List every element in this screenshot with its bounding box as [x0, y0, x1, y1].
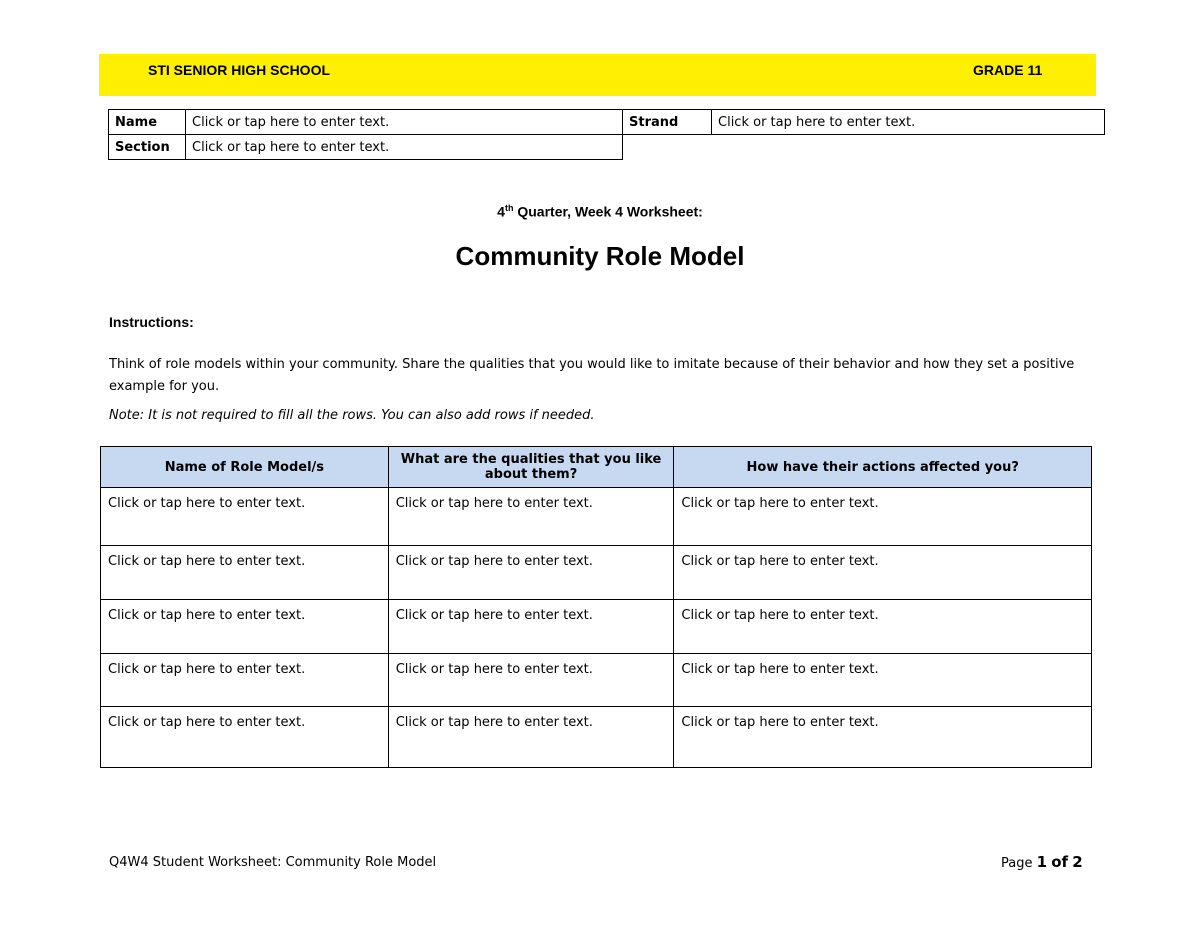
- page-of: of: [1051, 853, 1069, 871]
- qualities-cell[interactable]: Click or tap here to enter text.: [388, 707, 674, 768]
- grade-level: GRADE 11: [973, 62, 1043, 78]
- section-label: Section: [109, 135, 186, 160]
- page-label: Page: [1001, 856, 1033, 871]
- actions-effect-cell[interactable]: Click or tap here to enter text.: [674, 707, 1092, 768]
- footer-doc-title: Q4W4 Student Worksheet: Community Role Model: [109, 855, 437, 870]
- role-model-name-cell[interactable]: Click or tap here to enter text.: [101, 546, 389, 600]
- quarter-text: Quarter, Week 4 Worksheet:: [513, 203, 703, 220]
- actions-effect-cell[interactable]: Click or tap here to enter text.: [674, 600, 1092, 654]
- student-info-table: [108, 109, 1105, 160]
- name-label: Name: [109, 110, 186, 135]
- actions-effect-cell[interactable]: Click or tap here to enter text.: [674, 488, 1092, 546]
- info-row-name: [109, 110, 1105, 135]
- header-qualities: What are the qualities that you like about them?: [388, 447, 674, 488]
- actions-effect-cell[interactable]: Click or tap here to enter text.: [674, 546, 1092, 600]
- page-total: 2: [1072, 853, 1083, 871]
- qualities-cell[interactable]: Click or tap here to enter text.: [388, 488, 674, 546]
- role-model-name-cell[interactable]: Click or tap here to enter text.: [101, 488, 389, 546]
- strand-label: Strand: [623, 110, 712, 135]
- qualities-cell[interactable]: Click or tap here to enter text.: [388, 600, 674, 654]
- strand-field[interactable]: Click or tap here to enter text.: [712, 110, 1105, 135]
- table-row: [101, 654, 1092, 707]
- page-number: [1001, 853, 1083, 871]
- header-role-model-name: Name of Role Model/s: [101, 447, 389, 488]
- info-row-section: [109, 135, 1105, 160]
- quarter-heading: [0, 203, 1200, 220]
- table-row: [101, 546, 1092, 600]
- header-banner: [99, 54, 1096, 96]
- worksheet-title: Community Role Model: [455, 241, 745, 271]
- table-header-row: [101, 447, 1092, 488]
- role-model-table: [100, 446, 1092, 768]
- qualities-cell[interactable]: Click or tap here to enter text.: [388, 654, 674, 707]
- instructions-note: Note: It is not required to fill all the rows. You can also add rows if needed.: [109, 408, 595, 423]
- info-empty-cell: [623, 135, 1105, 160]
- table-row: [101, 488, 1092, 546]
- qualities-cell[interactable]: Click or tap here to enter text.: [388, 546, 674, 600]
- quarter-number: 4: [497, 203, 505, 220]
- page-current: 1: [1036, 853, 1048, 871]
- name-field[interactable]: Click or tap here to enter text.: [186, 110, 623, 135]
- table-row: [101, 600, 1092, 654]
- role-model-name-cell[interactable]: Click or tap here to enter text.: [101, 707, 389, 768]
- school-name: STI SENIOR HIGH SCHOOL: [148, 62, 331, 78]
- role-model-name-cell[interactable]: Click or tap here to enter text.: [101, 654, 389, 707]
- actions-effect-cell[interactable]: Click or tap here to enter text.: [674, 654, 1092, 707]
- header-actions-effect: How have their actions affected you?: [674, 447, 1092, 488]
- instructions-text: Think of role models within your community. Share the qualities that you would like to imitate because of their behavior and how they set a positive example for you.: [109, 357, 1075, 394]
- role-model-name-cell[interactable]: Click or tap here to enter text.: [101, 600, 389, 654]
- section-field[interactable]: Click or tap here to enter text.: [186, 135, 623, 160]
- instructions-label: Instructions:: [109, 314, 194, 330]
- table-row: [101, 707, 1092, 768]
- quarter-suffix: th: [504, 203, 514, 213]
